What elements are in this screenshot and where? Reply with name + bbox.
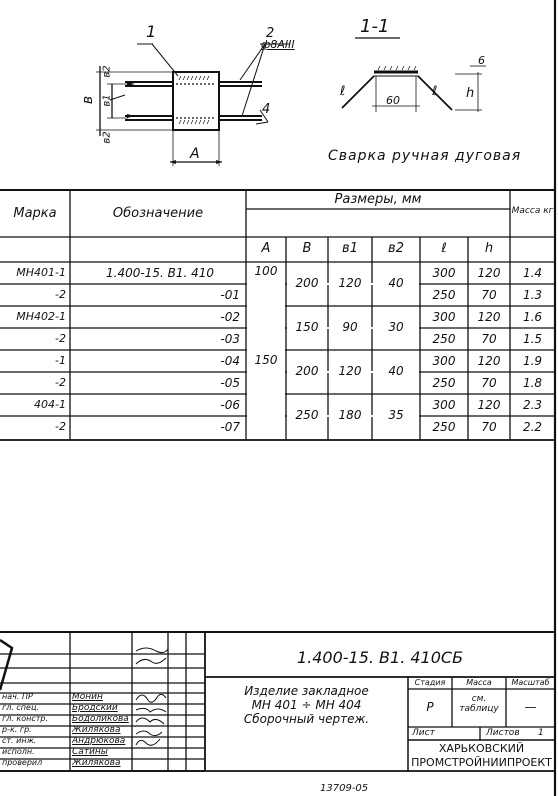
merged-b: 150	[295, 320, 319, 334]
dim-60: 60	[386, 94, 400, 107]
staff-name: Сатины	[72, 747, 108, 757]
merged-b2: 35	[388, 408, 404, 422]
merged-b: 200	[295, 276, 319, 290]
row-designation: -07	[220, 420, 240, 434]
row-mass: 1.6	[522, 310, 543, 324]
staff-name: Бродский	[72, 703, 118, 713]
staff-role: р-к. гр.	[2, 725, 32, 734]
dim-a-label: А	[190, 146, 200, 162]
row-mass: 1.5	[522, 332, 543, 346]
dim-l-left: ℓ	[340, 84, 346, 99]
merge-mask	[247, 371, 285, 373]
subheader-cell: h	[484, 241, 494, 256]
bottom-stamp: 13709-05	[320, 783, 369, 794]
sheets-value: 1	[538, 728, 544, 738]
org-line1: ХАРЬКОВСКИЙ	[438, 742, 525, 755]
row-designation: -06	[220, 398, 240, 412]
row-mark: -2	[55, 420, 66, 433]
row-h: 120	[477, 266, 501, 280]
row-l: 250	[432, 376, 456, 390]
row-mass: 2.2	[522, 420, 543, 434]
row-designation: -04	[220, 354, 240, 368]
row-mark: -1	[55, 354, 66, 367]
merge-mask	[247, 327, 285, 329]
merge-mask	[247, 393, 285, 395]
subheader-cell: В	[302, 241, 312, 256]
dim-b2-bottom-label: в2	[101, 131, 113, 144]
header-sizes: Размеры, мм	[334, 192, 422, 207]
row-mark: -2	[55, 332, 66, 345]
row-designation: -05	[220, 376, 240, 390]
row-mark: 404-1	[34, 398, 66, 411]
dim-b-label: в	[80, 95, 97, 105]
merged-b: 200	[295, 364, 319, 378]
row-mark: -2	[55, 376, 66, 389]
row-mark: МН402-1	[16, 310, 66, 323]
row-h: 70	[481, 376, 497, 390]
staff-name: Монин	[72, 692, 103, 702]
callout-2: 2	[266, 26, 275, 41]
row-h: 70	[481, 288, 497, 302]
row-mark: МН401-1	[16, 266, 66, 279]
product-line2: МН 401 ÷ МН 404	[251, 698, 362, 712]
row-l: 300	[432, 266, 456, 280]
row-l: 300	[432, 398, 456, 412]
subheader-cell: в1	[342, 241, 358, 256]
row-mass: 1.8	[522, 376, 543, 390]
welding-note: Сварка ручная дуговая	[328, 148, 522, 164]
scale-value: —	[524, 700, 537, 714]
merged-a: 100	[254, 264, 278, 278]
dim-b1-label: в1	[101, 94, 113, 107]
doc-code: 1.400-15. В1. 410СБ	[296, 648, 464, 667]
row-designation: -01	[220, 288, 240, 302]
header-designation: Обозначение	[112, 206, 204, 221]
merged-b1: 90	[342, 320, 358, 334]
subheader-cell: А	[261, 241, 271, 256]
row-l: 300	[432, 310, 456, 324]
header-mass: Масса кг	[511, 206, 554, 216]
row-h: 120	[477, 354, 501, 368]
merged-b2: 40	[388, 276, 404, 290]
sheet-label: Лист	[412, 728, 435, 738]
row-h: 120	[477, 310, 501, 324]
product-line1: Изделие закладное	[244, 684, 369, 698]
merged-a: 150	[254, 353, 278, 367]
subheader-cell: в2	[388, 241, 404, 256]
row-mass: 2.3	[522, 398, 543, 412]
mass-value: см. таблицу	[459, 694, 499, 714]
merged-b2: 40	[388, 364, 404, 378]
row-h: 70	[481, 332, 497, 346]
staff-name: Андрюкова	[72, 736, 126, 746]
callout-1: 1	[146, 22, 157, 41]
staff-role: гл. спец.	[2, 703, 39, 712]
merge-mask	[247, 283, 285, 285]
staff-role: гл. констр.	[2, 714, 49, 723]
stage-value: Р	[426, 700, 434, 714]
staff-name: Жилякова	[72, 758, 121, 768]
row-l: 250	[432, 288, 456, 302]
row-mark: -2	[55, 288, 66, 301]
row-h: 120	[477, 398, 501, 412]
merged-b: 250	[295, 408, 319, 422]
section-title: 1-1	[360, 16, 390, 37]
row-h: 70	[481, 420, 497, 434]
row-mass: 1.4	[522, 266, 543, 280]
callout-4: 4	[262, 102, 271, 117]
staff-role: проверил	[2, 758, 43, 767]
row-designation: -02	[220, 310, 240, 324]
merged-b1: 120	[338, 276, 362, 290]
scale-label: Масштаб	[511, 678, 550, 687]
staff-name: Жилякова	[72, 725, 121, 735]
product-line3: Сборочный чертеж.	[243, 712, 370, 726]
row-designation: -03	[220, 332, 240, 346]
rebar-label: ф8АIII	[261, 38, 295, 51]
subheader-cell: ℓ	[441, 241, 447, 256]
sheets-label: Листов	[486, 728, 520, 738]
dim-l-right: ℓ	[432, 84, 438, 99]
staff-role: исполн.	[2, 747, 35, 756]
merge-mask	[247, 415, 285, 417]
staff-name: Бодоликова	[72, 714, 129, 724]
row-l: 250	[432, 332, 456, 346]
merged-b2: 30	[388, 320, 404, 334]
merged-b1: 120	[338, 364, 362, 378]
merge-mask	[247, 349, 285, 351]
header-mark: Марка	[13, 206, 57, 221]
mass-label: Масса	[466, 678, 492, 687]
staff-role: нач. ПР	[2, 692, 33, 701]
row-designation: 1.400-15. В1. 410	[106, 266, 214, 280]
dim-6: 6	[478, 54, 485, 67]
row-l: 250	[432, 420, 456, 434]
staff-role: ст. инж.	[2, 736, 37, 745]
row-mass: 1.3	[522, 288, 543, 302]
dim-h: h	[466, 86, 475, 101]
dim-b2-top-label: в2	[101, 65, 113, 78]
org-line2: ПРОМСТРОЙНИИПРОЕКТ	[411, 756, 552, 769]
stage-label: Стадия	[414, 678, 446, 687]
merged-b1: 180	[338, 408, 362, 422]
row-mass: 1.9	[522, 354, 543, 368]
row-l: 300	[432, 354, 456, 368]
merge-mask	[247, 305, 285, 307]
